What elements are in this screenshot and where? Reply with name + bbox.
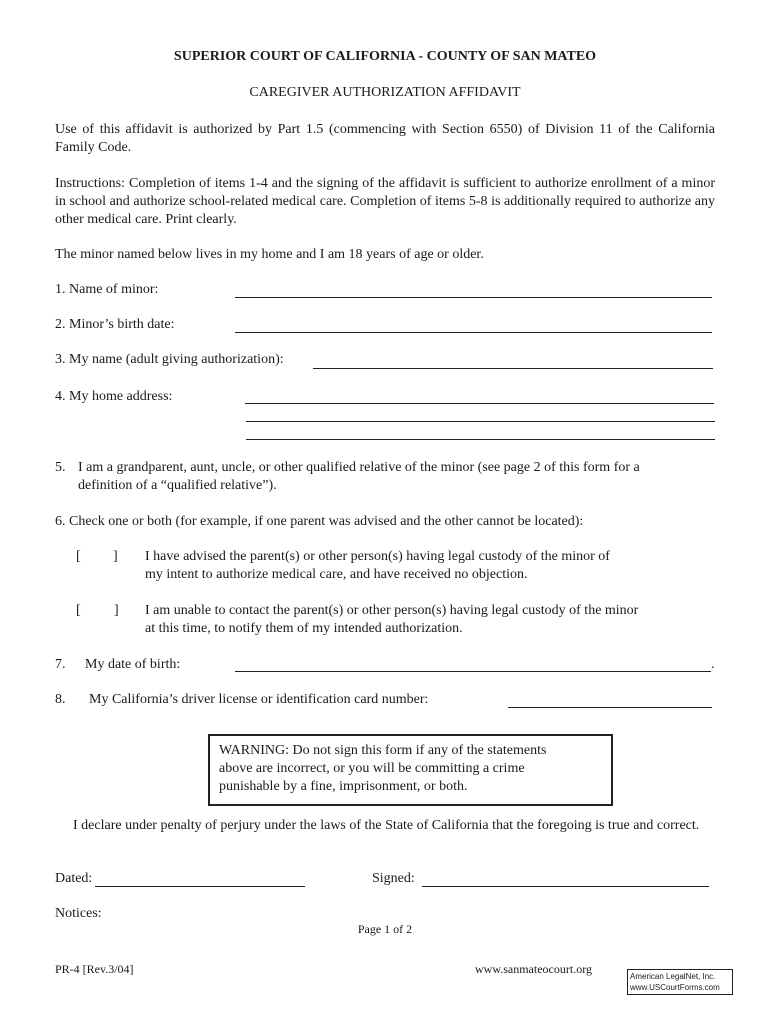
warning-line-3: punishable by a fine, imprisonment, or both.: [219, 779, 468, 794]
option-b-line-2: at this time, to notify them of my intended authorization.: [145, 621, 463, 636]
home-address-line-3[interactable]: [246, 439, 715, 440]
form-code: PR-4 [Rev.3/04]: [55, 962, 134, 976]
dated-label: Dated:: [55, 871, 93, 886]
dated-field[interactable]: [95, 886, 305, 887]
option-b-line-1: I am unable to contact the parent(s) or other person(s) having legal custody of the minor: [145, 603, 639, 618]
perjury-declaration: I declare under penalty of perjury under the laws of the State of California that the foregoing is true and correct.: [73, 818, 700, 833]
signature-field[interactable]: [422, 886, 709, 887]
warning-box: [208, 734, 613, 806]
warning-line-2: above are incorrect, or you will be committing a crime: [219, 761, 525, 776]
publisher-url: www.USCourtForms.com: [630, 983, 720, 992]
page-number: Page 1 of 2: [357, 922, 413, 936]
adult-name-field[interactable]: [313, 368, 713, 369]
checkbox-advised-parents[interactable]: [76, 549, 122, 567]
item-5-text-line-2: definition of a “qualified relative”).: [78, 478, 277, 493]
residency-statement: The minor named below lives in my home and I am 18 years of age or older.: [55, 247, 484, 262]
option-a-line-1: I have advised the parent(s) or other person(s) having legal custody of the minor of: [145, 549, 610, 564]
court-website: www.sanmateocourt.org: [475, 962, 592, 976]
item-1-label: 1. Name of minor:: [55, 282, 159, 297]
minor-name-field[interactable]: [235, 297, 712, 298]
court-title: SUPERIOR COURT OF CALIFORNIA - COUNTY OF SAN MATEO: [173, 49, 597, 64]
intro-paragraph: Use of this affidavit is authorized by Part 1.5 (commencing with Section 6550) of Division 11 of the California Family Code.: [55, 122, 715, 155]
instructions-paragraph: Instructions: Completion of items 1-4 and the signing of the affidavit is sufficient to authorize enrollment of a minor in school and authorize school-related medical care. Completion of items 5-8 is additionally required to authorize any other medical care. Print clearly.: [55, 176, 715, 227]
item-8-label: My California’s driver license or identification card number:: [89, 692, 429, 707]
item-6-label: 6. Check one or both (for example, if one parent was advised and the other cannot be located):: [55, 514, 584, 529]
signed-label: Signed:: [372, 871, 415, 886]
minor-birth-date-field[interactable]: [235, 332, 712, 333]
publisher-name: American LegalNet, Inc.: [630, 972, 716, 981]
notices-label: Notices:: [55, 906, 102, 921]
item-3-label: 3. My name (adult giving authorization):: [55, 352, 284, 367]
option-a-line-2: my intent to authorize medical care, and have received no objection.: [145, 567, 528, 582]
home-address-line-1[interactable]: [245, 403, 714, 404]
checkbox-open-bracket: [: [76, 603, 81, 618]
checkbox-unable-to-contact[interactable]: [76, 603, 122, 621]
item-8-number: 8.: [55, 692, 66, 707]
item-4-label: 4. My home address:: [55, 389, 173, 404]
item-7-label: My date of birth:: [85, 657, 181, 672]
item-7-number: 7.: [55, 657, 66, 672]
item-5-number: 5.: [55, 460, 66, 475]
adult-birth-date-field[interactable]: [235, 671, 711, 672]
checkbox-close-bracket: ]: [113, 549, 118, 564]
publisher-stamp: [627, 969, 733, 995]
checkbox-close-bracket: ]: [114, 603, 119, 618]
form-title: CAREGIVER AUTHORIZATION AFFIDAVIT: [249, 85, 521, 100]
warning-line-1: WARNING: Do not sign this form if any of the statements: [219, 743, 547, 758]
home-address-line-2[interactable]: [246, 421, 715, 422]
item-7-period: .: [711, 657, 715, 672]
checkbox-open-bracket: [: [76, 549, 81, 564]
license-number-field[interactable]: [508, 707, 712, 708]
item-5-text-line-1: I am a grandparent, aunt, uncle, or other qualified relative of the minor (see page 2 of this form for a: [78, 460, 640, 475]
item-2-label: 2. Minor’s birth date:: [55, 317, 175, 332]
